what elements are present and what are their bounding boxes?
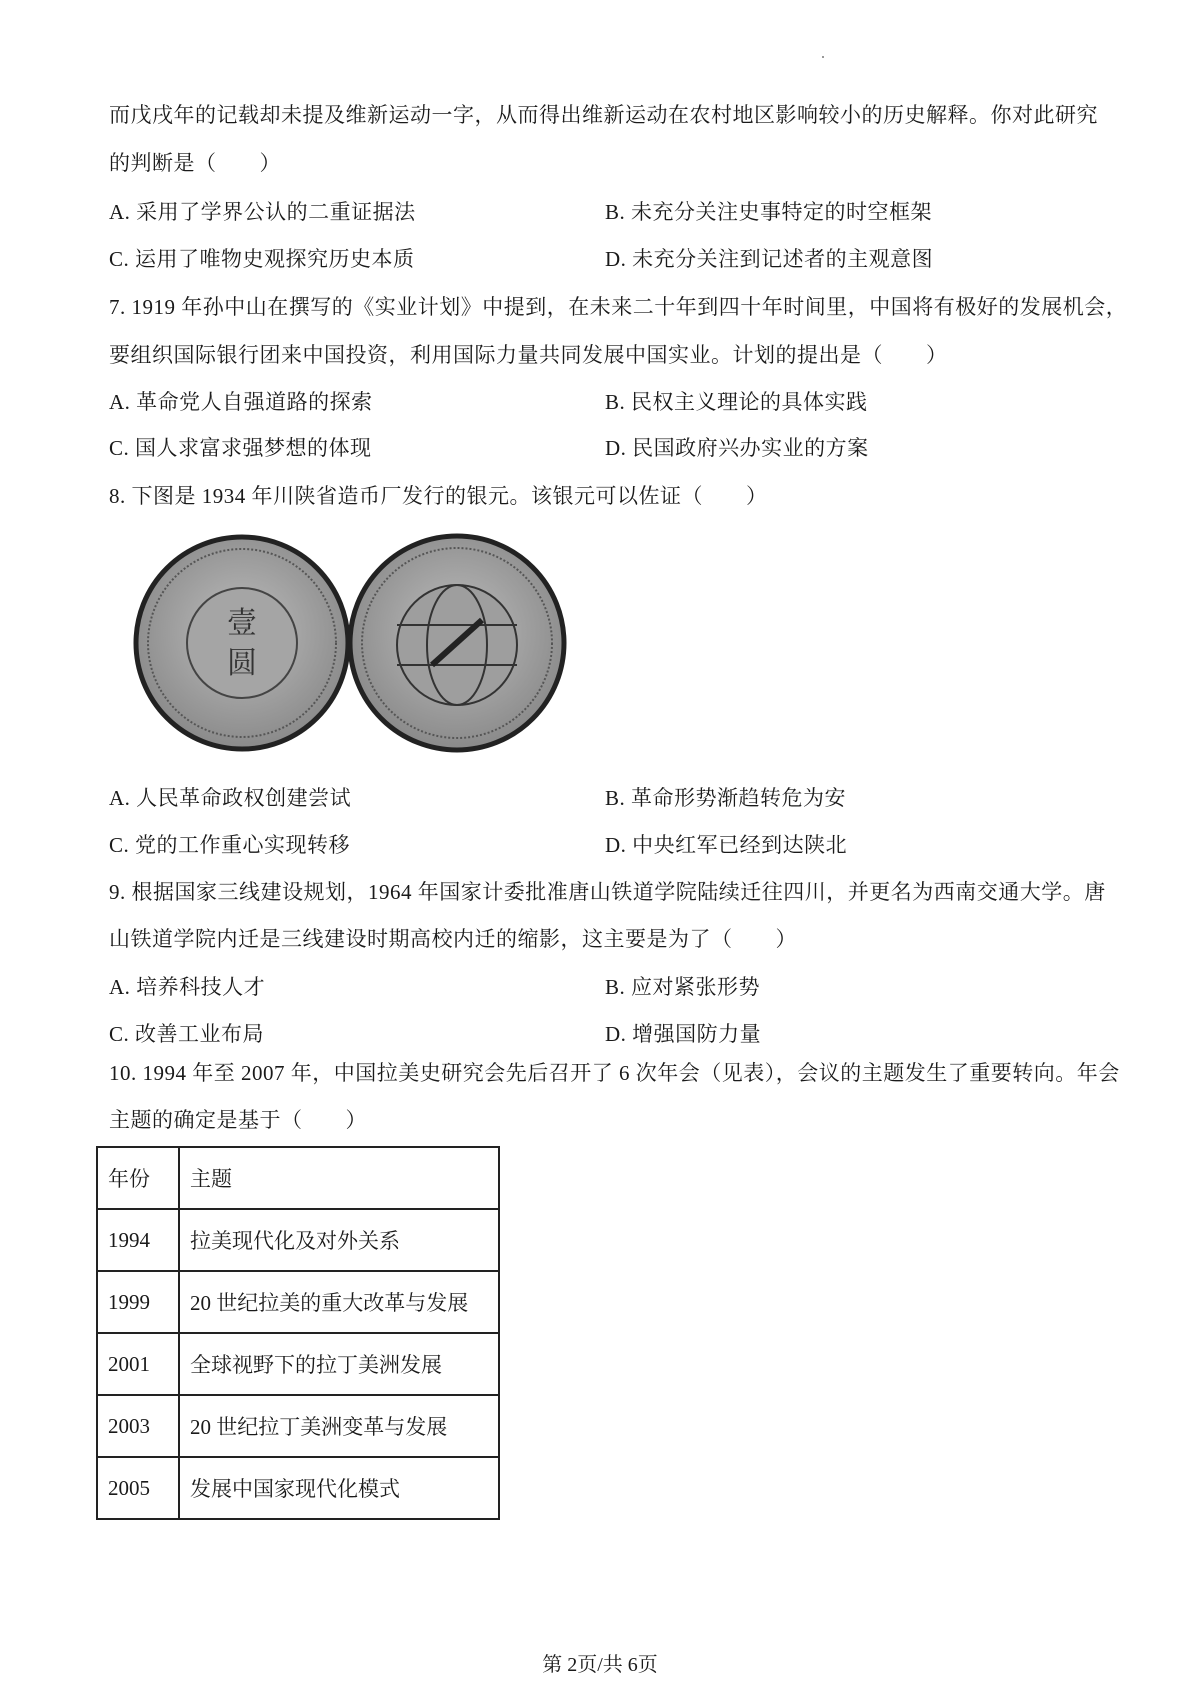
- q9-option-d: D. 增强国防力量: [605, 1022, 762, 1046]
- q8-option-b: B. 革命形势渐趋转危为安: [605, 786, 847, 810]
- q6-option-b: B. 未充分关注史事特定的时空框架: [605, 200, 933, 224]
- q9-option-b: B. 应对紧张形势: [605, 975, 761, 999]
- conference-table: [96, 1146, 500, 1520]
- cell-theme: 20 世纪拉丁美洲变革与发展: [179, 1395, 499, 1457]
- q8-stem: 8. 下图是 1934 年川陕省造币厂发行的银元。该银元可以佐证（ ）: [109, 484, 768, 508]
- cell-theme: 20 世纪拉美的重大改革与发展: [179, 1271, 499, 1333]
- cell-theme: 发展中国家现代化模式: [179, 1457, 499, 1519]
- q8-option-c: C. 党的工作重心实现转移: [109, 833, 351, 857]
- q7-option-d: D. 民国政府兴办实业的方案: [605, 436, 869, 460]
- q6-option-c: C. 运用了唯物史观探究历史本质: [109, 247, 415, 271]
- header-year: 年份: [97, 1147, 179, 1209]
- q7-stem: 要组织国际银行团来中国投资，利用国际力量共同发展中国实业。计划的提出是（ ）: [109, 343, 948, 367]
- q10-stem: 主题的确定是基于（ ）: [109, 1108, 367, 1132]
- speck: [822, 56, 824, 58]
- q6-option-d: D. 未充分关注到记述者的主观意图: [605, 247, 934, 271]
- cell-theme: 全球视野下的拉丁美洲发展: [179, 1333, 499, 1395]
- coin-obverse: [136, 537, 348, 749]
- coin-denomination: 壹: [227, 607, 257, 640]
- q8-option-a: A. 人民革命政权创建尝试: [109, 786, 352, 810]
- q7-option-c: C. 国人求富求强梦想的体现: [109, 436, 372, 460]
- cell-year: 2003: [97, 1395, 179, 1457]
- silver-coin-image: [130, 525, 580, 760]
- q9-option-a: A. 培养科技人才: [109, 975, 266, 999]
- header-theme: 主题: [179, 1147, 499, 1209]
- cell-theme: 拉美现代化及对外关系: [179, 1209, 499, 1271]
- q10-stem: 10. 1994 年至 2007 年，中国拉美史研究会先后召开了 6 次年会（见表），会议的主题发生了重要转向。年会: [109, 1061, 1120, 1085]
- cell-year: 1999: [97, 1271, 179, 1333]
- cell-year: 2001: [97, 1333, 179, 1395]
- table-row: [97, 1395, 499, 1457]
- table-row: [97, 1333, 499, 1395]
- q9-option-c: C. 改善工业布局: [109, 1022, 265, 1046]
- table-header-row: [97, 1147, 499, 1209]
- q6-continuation: 而戊戌年的记载却未提及维新运动一字，从而得出维新运动在农村地区影响较小的历史解释。你对此研究: [109, 103, 1098, 127]
- q7-stem: 7. 1919 年孙中山在撰写的《实业计划》中提到，在未来二十年到四十年时间里，中国将有极好的发展机会，: [109, 295, 1128, 319]
- page-footer: 第 2页/共 6页: [542, 1654, 658, 1676]
- q8-option-d: D. 中央红军已经到达陕北: [605, 833, 848, 857]
- table-row: [97, 1457, 499, 1519]
- q7-option-b: B. 民权主义理论的具体实践: [605, 390, 868, 414]
- cell-year: 2005: [97, 1457, 179, 1519]
- q9-stem: 山铁道学院内迁是三线建设时期高校内迁的缩影，这主要是为了（ ）: [109, 927, 797, 951]
- q9-stem: 9. 根据国家三线建设规划，1964 年国家计委批准唐山铁道学院陆续迁往四川，并更名为西南交通大学。唐: [109, 880, 1106, 904]
- q7-option-a: A. 革命党人自强道路的探索: [109, 390, 373, 414]
- cell-year: 1994: [97, 1209, 179, 1271]
- q6-continuation: 的判断是（ ）: [109, 151, 281, 175]
- table-row: [97, 1209, 499, 1271]
- coin-reverse: [350, 536, 564, 750]
- q6-option-a: A. 采用了学界公认的二重证据法: [109, 200, 416, 224]
- table-row: [97, 1271, 499, 1333]
- svg-text:圆: 圆: [227, 647, 257, 680]
